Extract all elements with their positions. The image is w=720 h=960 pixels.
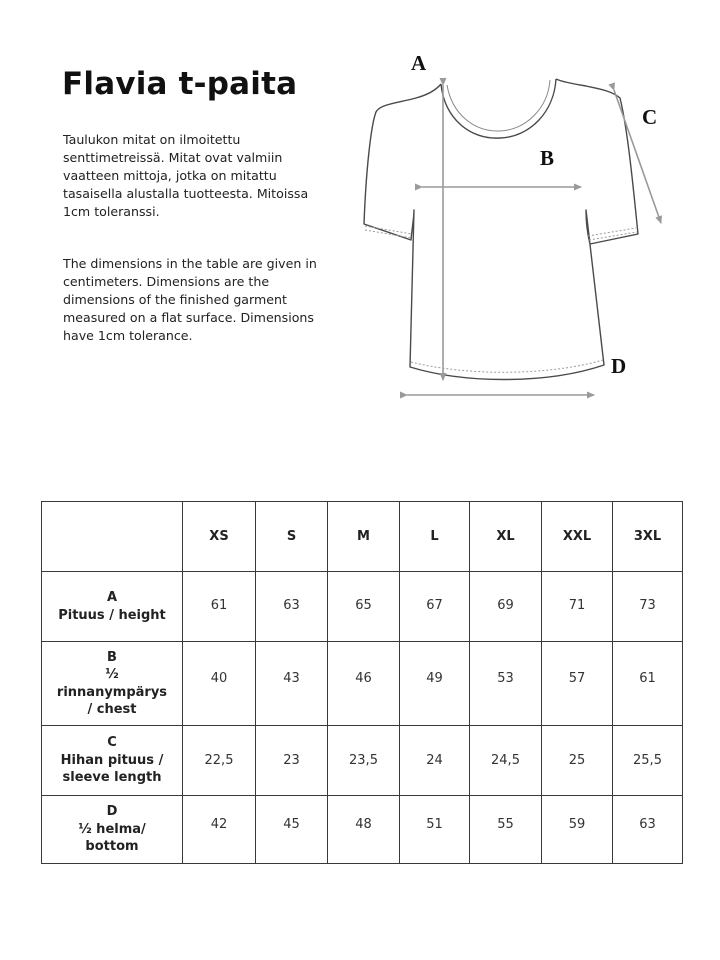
table-cell: 22,5: [183, 726, 256, 796]
row-label-line: ½: [105, 667, 119, 682]
table-cell: 69: [470, 572, 542, 642]
tshirt-measurement-diagram: [355, 45, 685, 415]
table-cell: 63: [256, 572, 328, 642]
size-header: XS: [183, 502, 256, 572]
table-cell: 67: [400, 572, 470, 642]
row-label-b: [42, 642, 183, 726]
table-cell: 48: [328, 796, 400, 864]
label-c: C: [642, 105, 658, 129]
table-cell: 49: [400, 642, 470, 726]
row-label-line: / chest: [87, 702, 137, 717]
table-cell: 71: [542, 572, 613, 642]
size-header: 3XL: [613, 502, 683, 572]
table-cell: 40: [183, 642, 256, 726]
row-label-c: [42, 726, 183, 796]
row-label-line: Hihan pituus /: [60, 752, 164, 768]
size-header: L: [400, 502, 470, 572]
label-b: B: [540, 146, 555, 170]
table-cell: 63: [613, 796, 683, 864]
tshirt-outline: [364, 79, 638, 380]
table-row-a: [42, 572, 683, 642]
table-row-b: [42, 642, 683, 726]
table-row-d: [42, 796, 683, 864]
row-label-line: bottom: [85, 839, 139, 855]
row-letter: B: [107, 649, 117, 665]
table-cell: 59: [542, 796, 613, 864]
table-cell: 65: [328, 572, 400, 642]
table-cell: 25: [542, 726, 613, 796]
table-cell: 61: [613, 642, 683, 726]
size-table: [41, 501, 683, 864]
row-label-line: rinnanympärys: [56, 684, 168, 700]
table-cell: 25,5: [613, 726, 683, 796]
table-cell: 23,5: [328, 726, 400, 796]
table-cell: 23: [256, 726, 328, 796]
table-cell: 46: [328, 642, 400, 726]
label-d: D: [611, 354, 627, 378]
table-row-c: [42, 726, 683, 796]
description-finnish: Taulukon mitat on ilmoitettu senttimetreissä. Mitat ovat valmiin vaatteen mittoja, jotka on mitattu tasaisella alustalla tuotteesta. Mitoissa 1cm toleranssi.: [63, 132, 309, 219]
row-letter: A: [106, 590, 118, 605]
row-letter: D: [106, 804, 118, 820]
header-empty-cell: [42, 502, 183, 572]
table-cell: 24: [400, 726, 470, 796]
size-header: XXL: [542, 502, 613, 572]
label-a: A: [411, 51, 427, 75]
table-cell: 53: [470, 642, 542, 726]
row-label-line: Pituus / height: [58, 607, 166, 623]
size-header: XL: [470, 502, 542, 572]
table-cell: 51: [400, 796, 470, 864]
table-cell: 43: [256, 642, 328, 726]
table-cell: 45: [256, 796, 328, 864]
row-label-line: ½ helma/: [78, 821, 146, 837]
size-header-row: [42, 502, 683, 572]
row-label-line: sleeve length: [62, 770, 162, 786]
table-cell: 73: [613, 572, 683, 642]
row-label-a: [42, 572, 183, 642]
description-english: The dimensions in the table are given in centimeters. Dimensions are the dimensions of the finished garment measured on a flat surface. Dimensions have 1cm tolerance.: [63, 256, 317, 343]
page-title: Flavia t-paita: [62, 66, 298, 102]
bottom-hem: [411, 360, 603, 372]
size-header: M: [328, 502, 400, 572]
table-cell: 42: [183, 796, 256, 864]
row-label-d: [42, 796, 183, 864]
table-cell: 55: [470, 796, 542, 864]
table-cell: 61: [183, 572, 256, 642]
row-letter: C: [107, 735, 117, 751]
right-sleeve-hem: [588, 228, 637, 240]
table-cell: 24,5: [470, 726, 542, 796]
table-cell: 57: [542, 642, 613, 726]
neckline: [441, 79, 556, 138]
size-header: S: [256, 502, 328, 572]
